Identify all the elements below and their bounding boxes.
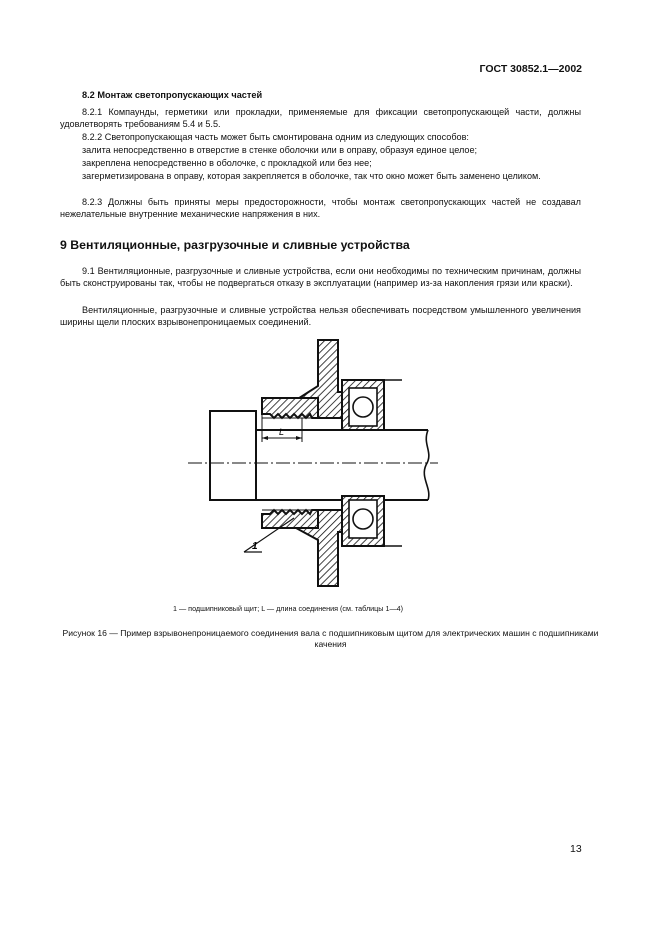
paragraph-8-2-1: 8.2.1 Компаунды, герметики или прокладки, применяемые для фиксации светопропускающей части, должны удовлетворять требованиям 5.4 и 5.5. bbox=[60, 107, 581, 130]
page-number: 13 bbox=[570, 843, 582, 855]
bearing-ball-lower bbox=[353, 509, 373, 529]
figure-legend: 1 — подшипниковый щит; L — длина соединения (см. таблицы 1—4) bbox=[173, 604, 404, 613]
section-9-title: 9 Вентиляционные, разгрузочные и сливные устройства bbox=[60, 238, 410, 252]
shaft-collar bbox=[210, 411, 256, 500]
figure-title: Рисунок 16 — Пример взрывонепроницаемого соединения вала с подшипниковым щитом для электрических машин с подшипниками качения bbox=[62, 628, 599, 649]
section-8-2-title: 8.2 Монтаж светопропускающих частей bbox=[82, 90, 263, 100]
bearing-ball-upper bbox=[353, 397, 373, 417]
paragraph-9-1-continued: Вентиляционные, разгрузочные и сливные устройства нельзя обеспечивать посредством умышленного увеличения ширины щели плоских взрывонепроницаемых соединений. bbox=[60, 305, 581, 328]
flame-path-sleeve-upper bbox=[262, 398, 318, 418]
paragraph-8-2-3: 8.2.3 Должны быть приняты меры предосторожности, чтобы монтаж светопропускающих частей не создавал нежелательные внутренние механические напряжения в них. bbox=[60, 197, 581, 220]
list-item-cast: залита непосредственно в отверстие в стенке оболочки или в оправу, образуя единое целое; bbox=[82, 145, 478, 155]
position-label-1: 1 bbox=[252, 541, 258, 552]
shaft-break-line bbox=[424, 430, 429, 500]
paragraph-8-2-2: 8.2.2 Светопропускающая часть может быть смонтирована одним из следующих способов: bbox=[82, 132, 469, 142]
list-item-sealed: загерметизирована в оправу, которая закрепляется в оболочке, так что окно может быть заменено целиком. bbox=[82, 171, 541, 181]
flame-path-sleeve-lower bbox=[262, 510, 318, 528]
document-standard-number: ГОСТ 30852.1—2002 bbox=[479, 63, 582, 75]
list-item-fixed: закреплена непосредственно в оболочке, с прокладкой или без нее; bbox=[82, 158, 372, 168]
dimension-L-label: L bbox=[279, 427, 285, 437]
paragraph-9-1: 9.1 Вентиляционные, разгрузочные и сливные устройства, если они необходимы по техническим причинам, должны быть сконструированы так, чтобы не подвергаться отказу в эксплуатации (например из-за накопления грязи или краски). bbox=[60, 266, 581, 289]
